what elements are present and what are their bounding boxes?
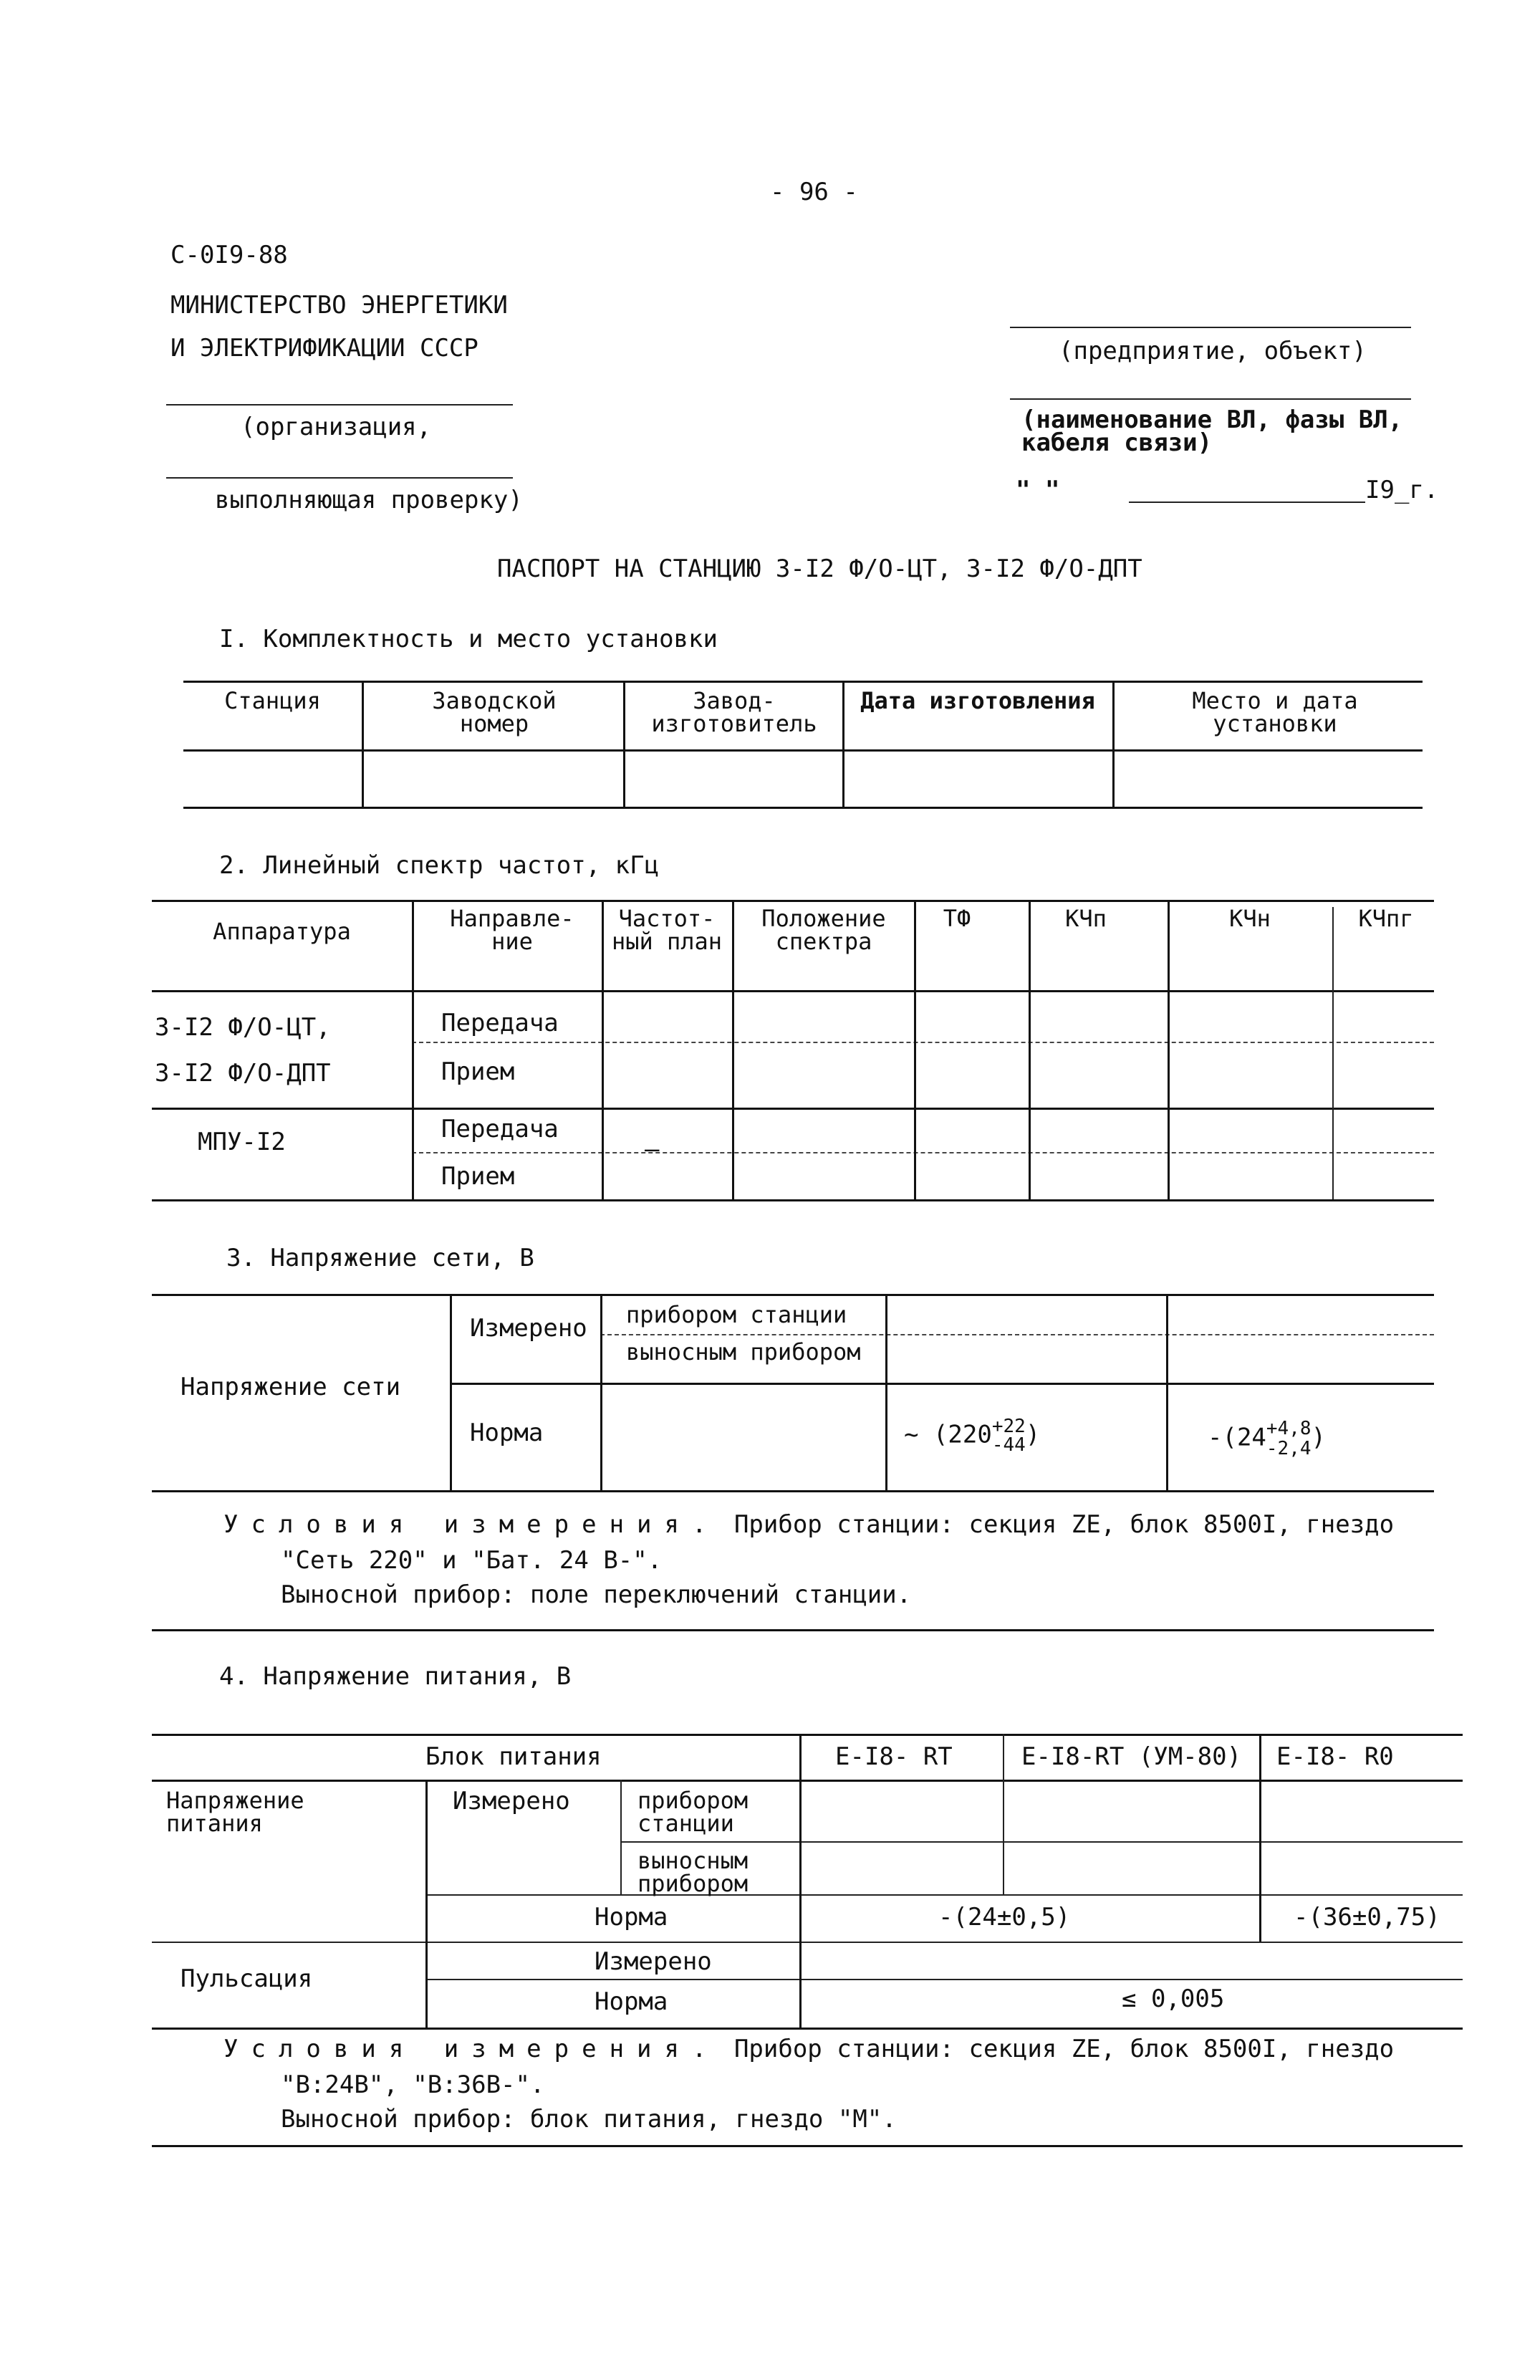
s4-by-station1: прибором [637,1787,749,1814]
s2-col-spectrum: Положение спектра [761,905,886,955]
s3-conditions-line2: "Сеть 220" и "Бат. 24 В-". [281,1546,663,1575]
s2-group-sep [152,1108,1434,1110]
date-year: I9_г. [1365,476,1439,504]
s4-supply-label1: Напряжение [166,1787,304,1814]
s4-conditions-title: Условия измерения. [223,2035,720,2063]
s1-bottom [183,807,1423,809]
s3-conditions-title: Условия измерения. [223,1510,720,1539]
s3-by-external: выносным прибором [626,1338,861,1366]
s4-ripple-norm: Норма [595,1987,668,2016]
vl-label1: (наименование ВЛ, фазы ВЛ, [1021,406,1403,434]
s2-col-kchn: КЧн [1229,905,1271,932]
s3-row-sep [600,1334,1434,1335]
s2-row-sep [412,1042,1434,1043]
vl-line [1010,398,1411,400]
s4-norm-value2: -(36±0,75) [1294,1903,1440,1932]
s4-col3: Е-I8- R0 [1276,1742,1394,1771]
s1-col-place: Место и дата установки [1192,687,1358,737]
org-line2 [166,477,513,479]
s4-col-sep [620,1780,622,1894]
section1-heading: I. Комплектность и место установки [219,625,718,653]
s1-col-sep [623,681,625,807]
s4-ripple-value: ≤ 0,005 [1122,1985,1225,2013]
s2-app2: З-I2 Ф/О-ДПТ [155,1059,331,1088]
section3-heading: 3. Напряжение сети, В [226,1244,534,1272]
date-quotes: " " [1016,476,1060,504]
s3-norm-value1: ~ (220 +22 -44 ) [904,1416,1041,1456]
s3-row-sep [450,1383,1434,1385]
s3-col-sep [600,1294,602,1490]
s1-top [183,681,1423,683]
s4-ripple: Пульсация [181,1964,313,1993]
s4-conditions-line1: Условия измерения. Прибор станции: секция ZЕ, блок 8500I, гнездо [223,2035,1395,2063]
s2-col-sep [602,900,604,1199]
ministry-line1: МИНИСТЕРСТВО ЭНЕРГЕТИКИ [170,291,508,320]
s4-by-external2: прибором [637,1870,749,1897]
enterprise-line [1010,327,1411,328]
s2-app1: З-I2 Ф/О-ЦТ, [155,1013,331,1042]
s4-ripple-measured: Измерено [595,1947,712,1976]
s2-top [152,900,1434,902]
s4-norm-value1: -(24±0,5) [938,1903,1071,1932]
s2-dir-rx2: Прием [441,1162,515,1191]
s2-dir-tx2: Передача [441,1115,559,1143]
s4-row-sep [425,1979,1463,1980]
s4-supply-label2: питания [166,1810,263,1837]
org-label2: выполняющая проверку) [215,486,523,514]
s4-bottom [152,2028,1463,2030]
s1-header-bottom [183,749,1423,752]
s4-norm: Норма [595,1903,668,1932]
s3-row-label: Напряжение сети [181,1373,401,1401]
s3-col-sep [885,1294,887,1490]
s2-col-kchp: КЧп [1065,905,1107,932]
s4-cond-bottom [152,2145,1463,2147]
s4-col-sep [1003,1734,1004,1894]
s1-col-serial: Заводской номер [432,687,557,737]
s4-conditions-line2: "В:24В", "В:36В-". [281,2070,545,2099]
s1-col-manufacturer: Завод-изготовитель [651,687,817,737]
s4-col-sep [799,1734,802,2028]
s2-col-tf: ТФ [943,905,971,932]
s3-norm-value2: -(24 +4,8 -2,4 ) [1208,1418,1326,1459]
s2-col-sep [732,900,734,1199]
ministry-line2: И ЭЛЕКТРИФИКАЦИИ СССР [170,334,478,363]
s2-col-sep [1332,907,1334,1199]
s2-app3: МПУ-I2 [198,1128,286,1156]
s2-header-bottom [152,990,1434,992]
s4-row-sep [152,1942,1463,1943]
s4-by-station2: станции [637,1810,734,1837]
s3-col-sep [1166,1294,1168,1490]
page-number: - 96 - [770,178,858,206]
s1-col-station: Станция [224,687,321,714]
s2-dir-rx1: Прием [441,1057,515,1086]
s3-top [152,1294,1434,1296]
s1-col-date: Дата изготовления [860,687,1095,714]
s2-row-sep [412,1152,1434,1153]
page-title: ПАСПОРТ НА СТАНЦИЮ З-I2 Ф/О-ЦТ, З-I2 Ф/О-ДПТ [497,555,1142,583]
s2-col-sep [914,900,916,1199]
s4-col-sep [1259,1734,1261,1942]
s2-dir-tx1: Передача [441,1009,559,1037]
s1-col-sep [1112,681,1115,807]
s3-by-station: прибором станции [626,1301,847,1328]
s1-col-sep [842,681,844,807]
s4-top [152,1734,1463,1736]
enterprise-label: (предприятие, объект) [1059,337,1367,365]
org-label1: (организация, [241,413,432,441]
s3-conditions-line1: Условия измерения. Прибор станции: секция ZЕ, блок 8500I, гнездо [223,1510,1395,1539]
s2-col-kchpg: КЧпг [1358,905,1414,932]
s2-bottom [152,1199,1434,1201]
s3-conditions-line3: Выносной прибор: поле переключений станции. [281,1580,912,1609]
s2-col-sep [1168,900,1170,1199]
s2-col-direction: Направле-ние [450,905,574,955]
s3-cond-bottom [152,1629,1434,1631]
s4-by-external1: выносным [637,1847,749,1874]
date-line [1129,502,1365,503]
s4-row-sep [425,1894,1463,1896]
s1-col-sep [362,681,364,807]
s3-col-sep [450,1294,452,1490]
doc-code: С-0I9-88 [170,241,288,269]
section2-heading: 2. Линейный спектр частот, кГц [219,851,660,880]
s3-bottom [152,1490,1434,1492]
s4-col2: Е-I8-RT (УМ-80) [1021,1742,1242,1771]
s4-measured: Измерено [453,1787,570,1815]
vl-label2: кабеля связи) [1021,428,1213,457]
s2-col-freqplan: Частот-ный план [611,905,723,955]
s4-header-bottom [152,1780,1463,1782]
section4-heading: 4. Напряжение питания, В [219,1662,572,1691]
s3-norm: Норма [470,1419,544,1447]
s4-row-sep [620,1841,1463,1843]
s2-col-sep [412,900,414,1199]
s4-block-label: Блок питания [425,1742,602,1771]
s2-dash: — [645,1135,660,1163]
org-line [166,404,513,406]
s2-col-apparatus: Аппаратура [213,918,351,945]
s3-measured: Измерено [470,1314,587,1343]
s4-conditions-line3: Выносной прибор: блок питания, гнездо "М". [281,2105,897,2134]
s4-col-sep [425,1780,428,2028]
s4-col1: Е-I8- RT [835,1742,953,1771]
s2-col-sep [1029,900,1031,1199]
